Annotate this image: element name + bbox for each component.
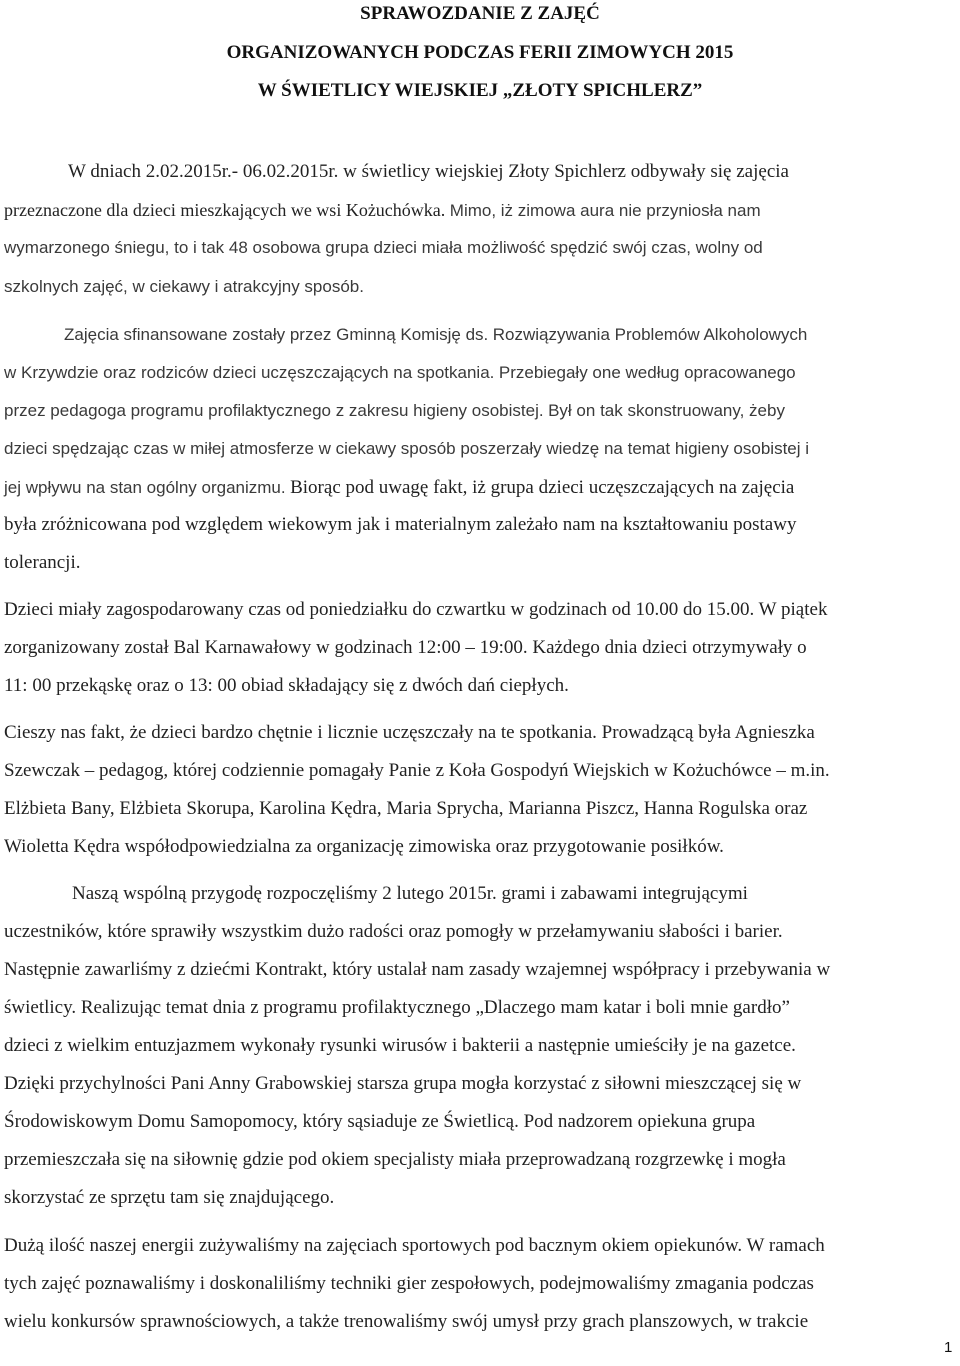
paragraph-line: Dużą ilość naszej energii zużywaliśmy na zajęciach sportowych pod bacznym okiem opiekunów. W ramach — [4, 1235, 825, 1256]
paragraph-line: wymarzonego śniegu, to i tak 48 osobowa grupa dzieci miała możliwość spędzić swój czas, wolny od — [4, 238, 763, 257]
paragraph-line: skorzystać ze sprzętu tam się znajdującego. — [4, 1187, 335, 1208]
paragraph-line: Szewczak – pedagog, której codziennie pomagały Panie z Koła Gospodyń Wiejskich w Kożuchówce – m.in. — [4, 760, 830, 781]
paragraph-line: w Krzywdzie oraz rodziców dzieci uczęszczających na spotkania. Przebiegały one według opracowanego — [4, 363, 796, 382]
paragraph-line: uczestników, które sprawiły wszystkim dużo radości oraz pomogły w przełamywaniu słabości i barier. — [4, 921, 783, 942]
document-title-line-3: W ŚWIETLICY WIEJSKIEJ „ZŁOTY SPICHLERZ” — [257, 80, 703, 101]
paragraph-line: przemieszczała się na siłownię gdzie pod okiem specjalisty miała przeprowadzaną rozgrzewkę i mogła — [4, 1149, 786, 1170]
paragraph-line: tych zajęć poznawaliśmy i doskonaliliśmy techniki gier zespołowych, podejmowaliśmy zmagania podczas — [4, 1273, 814, 1294]
paragraph-line: wielu konkursów sprawnościowych, a także trenowaliśmy swój umysł przy grach planszowych, w trakcie — [4, 1311, 809, 1332]
paragraph-line: zorganizowany został Bal Karnawałowy w godzinach 12:00 – 19:00. Każdego dnia dzieci otrzymywały o — [4, 637, 807, 658]
paragraph-line: przez pedagoga programu profilaktycznego z zakresu higieny osobistej. Był on tak skonstruowany, żeby — [4, 401, 785, 420]
paragraph-line: Następnie zawarliśmy z dziećmi Kontrakt, który ustalał nam zasady wzajemnej współpracy i przebywania w — [4, 959, 831, 980]
paragraph-line: jej wpływu na stan ogólny organizmu. Biorąc pod uwagę fakt, iż grupa dzieci uczęszczających na zajęcia — [4, 477, 795, 498]
paragraph-line: Środowiskowym Domu Samopomocy, który sąsiaduje ze Świetlicą. Pod nadzorem opiekuna grupa — [4, 1111, 756, 1132]
paragraph-line: dzieci z wielkim entuzjazmem wykonały rysunki wirusów i bakterii a następnie umieściły je na gazetce. — [4, 1035, 796, 1056]
document-title-line-2: ORGANIZOWANYCH PODCZAS FERII ZIMOWYCH 2015 — [226, 42, 734, 63]
document-title-line-1: SPRAWOZDANIE Z ZAJĘĆ — [360, 3, 600, 24]
paragraph-line: tolerancji. — [4, 552, 81, 573]
paragraph-line: szkolnych zajęć, w ciekawy i atrakcyjny sposób. — [4, 277, 364, 296]
paragraph-line: była zróżnicowana pod względem wiekowym jak i materialnym zależało nam na kształtowaniu postawy — [4, 514, 797, 535]
paragraph-line: Dzięki przychylności Pani Anny Grabowskiej starsza grupa mogła korzystać z siłowni mieszczącej się w — [4, 1073, 802, 1094]
paragraph-line: przeznaczone dla dzieci mieszkających we wsi Kożuchówka. Mimo, iż zimowa aura nie przyniosła nam — [4, 200, 761, 220]
paragraph-line: świetlicy. Realizując temat dnia z programu profilaktycznego „Dlaczego mam katar i boli mnie gardło” — [4, 997, 790, 1018]
paragraph-line: Wioletta Kędra współodpowiedzialna za organizację zimowiska oraz przygotowanie posiłków. — [4, 836, 724, 857]
paragraph-line: Elżbieta Bany, Elżbieta Skorupa, Karolina Kędra, Maria Sprycha, Marianna Piszcz, Hanna Rogulska oraz — [4, 798, 808, 819]
paragraph-line: Dzieci miały zagospodarowany czas od poniedziałku do czwartku w godzinach od 10.00 do 15.00. W piątek — [4, 599, 828, 620]
paragraph-line: 11: 00 przekąskę oraz o 13: 00 obiad składający się z dwóch dań ciepłych. — [4, 675, 569, 696]
paragraph-line: dzieci spędzając czas w miłej atmosferze w ciekawy sposób poszerzały wiedzę na temat higieny osobistej i — [4, 439, 810, 458]
paragraph-line: Cieszy nas fakt, że dzieci bardzo chętnie i licznie uczęszczały na te spotkania. Prowadzącą była Agnieszka — [4, 722, 815, 743]
paragraph-line: Naszą wspólną przygodę rozpoczęliśmy 2 lutego 2015r. grami i zabawami integrującymi — [72, 883, 748, 904]
paragraph-line: W dniach 2.02.2015r.- 06.02.2015r. w świetlicy wiejskiej Złoty Spichlerz odbywały się zajęcia — [68, 161, 789, 182]
paragraph-line: Zajęcia sfinansowane zostały przez Gminną Komisję ds. Rozwiązywania Problemów Alkoholowych — [64, 325, 808, 344]
page-number: 1 — [944, 1339, 953, 1356]
